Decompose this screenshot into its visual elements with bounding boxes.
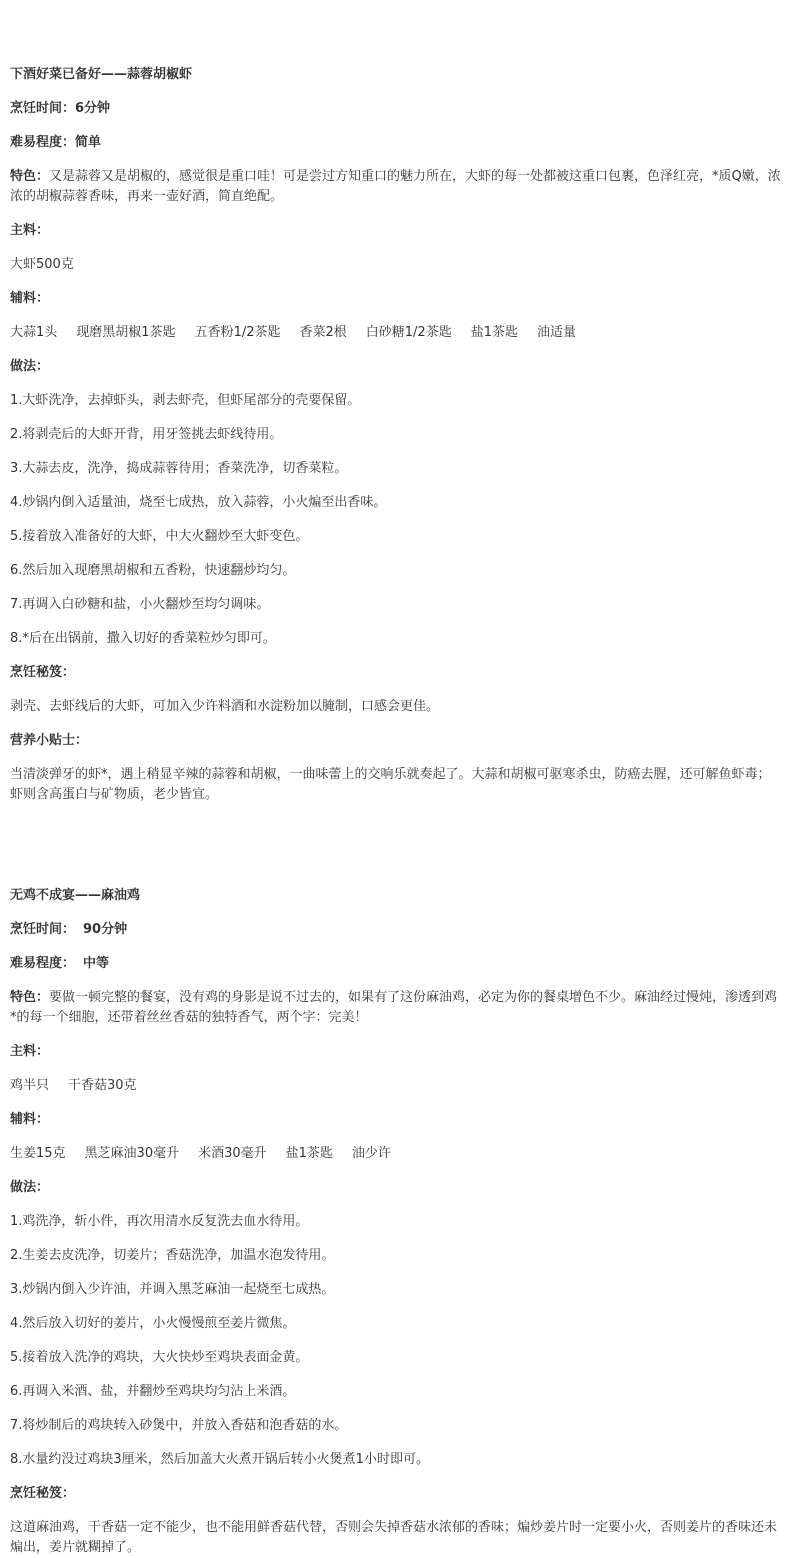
cooking-time-value: 90分钟	[83, 922, 128, 937]
recipe-1-cooking-time	[10, 99, 782, 119]
difficulty-value: 中等	[83, 956, 110, 971]
recipe-2-step: 8.水量约没过鸡块3厘米，然后加盖大火煮开锅后转小火煲煮1小时即可。	[10, 1452, 429, 1467]
main-ingredient: 鸡半只	[10, 1078, 50, 1093]
difficulty-label: 难易程度：	[10, 135, 76, 150]
recipe-1-step: 1.大虾洗净，去掉虾头，剥去虾壳，但虾尾部分的壳要保留。	[10, 393, 361, 408]
recipe-1-method-label: 做法：	[10, 359, 50, 374]
feature-label: 特色：	[10, 169, 50, 184]
difficulty-value: 简单	[75, 135, 102, 150]
cooking-time-label: 烹饪时间：	[10, 101, 76, 116]
recipe-1-step: 6.然后加入现磨黑胡椒和五香粉，快速翻炒均匀。	[10, 563, 296, 578]
main-ingredient: 干香菇30克	[68, 1078, 137, 1093]
recipe-1-step: 3.大蒜去皮，洗净，捣成蒜蓉待用；香菜洗净，切香菜粒。	[10, 461, 348, 476]
aux-ingredient: 黑芝麻油30毫升	[84, 1146, 180, 1161]
aux-ingredient: 油适量	[537, 325, 577, 340]
aux-ingredient: 白砂糖1/2茶匙	[365, 325, 452, 340]
recipe-2-step: 4.然后放入切好的姜片，小火慢慢煎至姜片微焦。	[10, 1316, 296, 1331]
recipe-1-aux-ingredients	[10, 323, 782, 343]
difficulty-label: 难易程度：	[10, 956, 76, 971]
aux-ingredient: 米酒30毫升	[198, 1146, 267, 1161]
cooking-time-value: 6分钟	[75, 101, 111, 116]
recipe-1-tips-label: 烹饪秘笈：	[10, 665, 76, 680]
recipe-2-aux-ingredients	[10, 1144, 782, 1164]
recipe-1-step: 5.接着放入准备好的大虾，中大火翻炒至大虾变色。	[10, 529, 309, 544]
recipe-2-step: 6.再调入米酒、盐，并翻炒至鸡块均匀沾上米酒。	[10, 1384, 296, 1399]
recipe-2-difficulty	[10, 954, 782, 974]
recipe-2-feature	[10, 988, 782, 1028]
recipe-1-nutrition-text: 当清淡弹牙的虾*，遇上稍显辛辣的蒜蓉和胡椒，一曲味蕾上的交响乐就奏起了。大蒜和胡椒可驱寒杀虫，防癌去腥，还可解鱼虾毒；虾则含高蛋白与矿物质，老少皆宜。	[10, 767, 771, 802]
recipe-1-aux-label: 辅料：	[10, 291, 50, 306]
recipe-2-title: 无鸡不成宴——麻油鸡	[10, 888, 141, 903]
aux-ingredient: 大蒜1头	[10, 325, 58, 340]
recipe-1-step: 7.再调入白砂糖和盐，小火翻炒至均匀调味。	[10, 597, 270, 612]
recipe-2-main-ingredients	[10, 1076, 782, 1096]
recipe-2-step: 2.生姜去皮洗净，切姜片；香菇洗净，加温水泡发待用。	[10, 1248, 335, 1263]
recipe-1-step: 2.将剥壳后的大虾开背，用牙签挑去虾线待用。	[10, 427, 283, 442]
aux-ingredient: 油少许	[351, 1146, 391, 1161]
recipe-2-step: 3.炒锅内倒入少许油，并调入黑芝麻油一起烧至七成热。	[10, 1282, 335, 1297]
feature-text: 又是蒜蓉又是胡椒的，感觉很是重口哇！可是尝过方知重口的魅力所在，大虾的每一处都被这重口包裹，色泽红亮，*质Q嫩，浓浓的胡椒蒜蓉香味，再来一壶好酒，简直绝配。	[10, 169, 781, 204]
recipe-1-difficulty	[10, 133, 782, 153]
recipe-2-main-label: 主料：	[10, 1044, 50, 1059]
recipe-1-feature	[10, 167, 782, 207]
recipe-1-title: 下酒好菜已备好——蒜蓉胡椒虾	[10, 67, 193, 82]
recipe-1-main-label: 主料：	[10, 223, 50, 238]
recipe-2-step: 7.将炒制后的鸡块转入砂煲中，并放入香菇和泡香菇的水。	[10, 1418, 348, 1433]
recipe-2-step: 5.接着放入洗净的鸡块，大火快炒至鸡块表面金黄。	[10, 1350, 309, 1365]
aux-ingredient: 盐1茶匙	[470, 325, 518, 340]
recipe-2-cooking-time	[10, 920, 782, 940]
aux-ingredient: 现磨黑胡椒1茶匙	[76, 325, 176, 340]
recipe-2-step: 1.鸡洗净，斩小件，再次用清水反复洗去血水待用。	[10, 1214, 309, 1229]
feature-label: 特色：	[10, 990, 50, 1005]
aux-ingredient: 盐1茶匙	[285, 1146, 333, 1161]
recipe-2-tips-label: 烹饪秘笈：	[10, 1486, 76, 1501]
aux-ingredient: 生姜15克	[10, 1146, 66, 1161]
recipe-2-aux-label: 辅料：	[10, 1112, 50, 1127]
feature-text: 要做一顿完整的餐宴，没有鸡的身影是说不过去的，如果有了这份麻油鸡，必定为你的餐桌增色不少。麻油经过慢炖，渗透到鸡*的每一个细胞，还带着丝丝香菇的独特香气，两个字：完美！	[10, 990, 778, 1025]
recipe-2-method-label: 做法：	[10, 1180, 50, 1195]
recipe-1-step: 4.炒锅内倒入适量油，烧至七成热，放入蒜蓉，小火煸至出香味。	[10, 495, 387, 510]
recipe-1-step: 8.*后在出锅前，撒入切好的香菜粒炒匀即可。	[10, 631, 276, 646]
recipe-1-nutrition-label: 营养小贴士：	[10, 733, 89, 748]
aux-ingredient: 香菜2根	[299, 325, 347, 340]
recipe-1-main-ingredients	[10, 255, 782, 275]
aux-ingredient: 五香粉1/2茶匙	[194, 325, 281, 340]
recipe-1-tips-text: 剥壳、去虾线后的大虾，可加入少许料酒和水淀粉加以腌制，口感会更佳。	[10, 699, 440, 714]
recipe-2-tips-text: 这道麻油鸡，干香菇一定不能少，也不能用鲜香菇代替，否则会失掉香菇水浓郁的香味；煸炒姜片时一定要小火，否则姜片的香味还未煸出，姜片就糊掉了。	[10, 1520, 778, 1555]
main-ingredient: 大虾500克	[10, 257, 74, 272]
cooking-time-label: 烹饪时间：	[10, 922, 76, 937]
